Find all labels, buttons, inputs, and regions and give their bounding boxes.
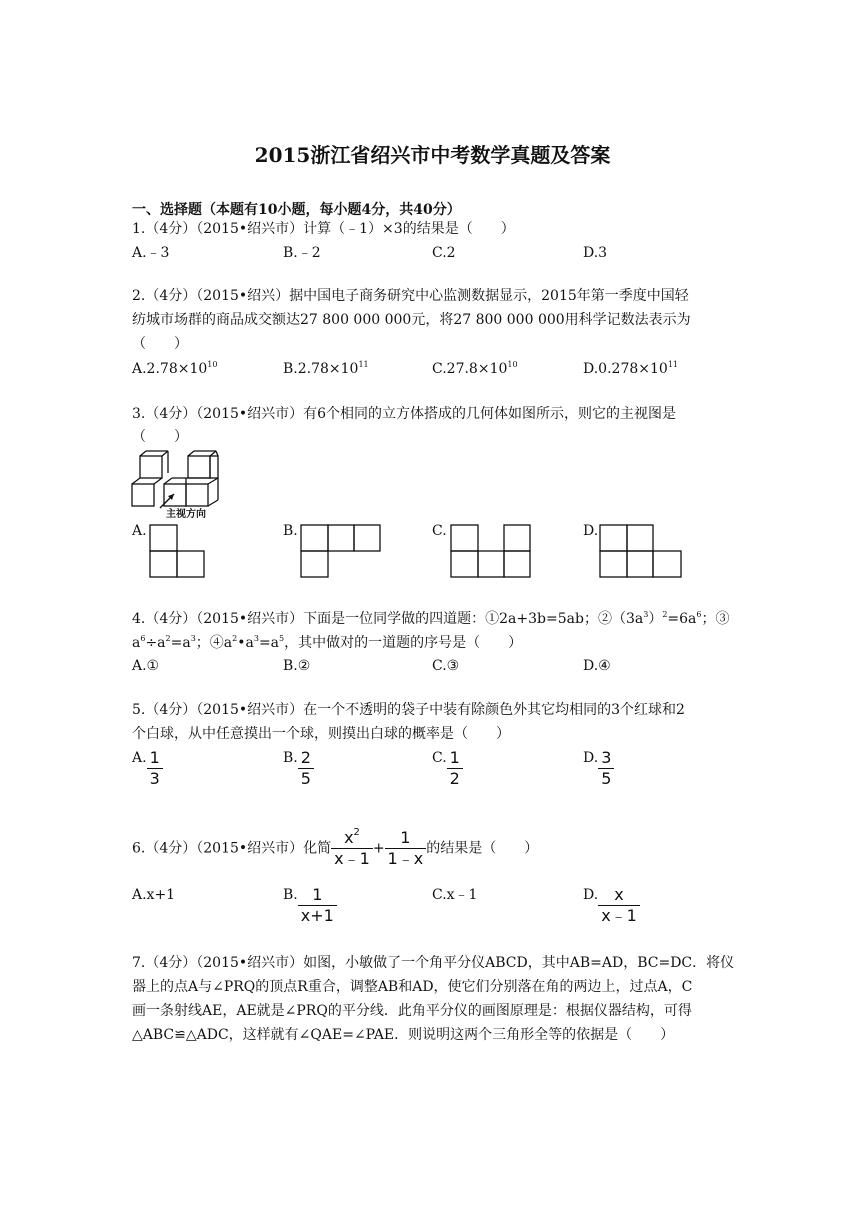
q6-option-d: D. $\frac{x}{x﹣1}$ bbox=[583, 885, 640, 926]
q2-option-a: $A.2.78\times 10^{10}$ bbox=[132, 360, 218, 377]
q1-option-d: D.3 bbox=[583, 245, 608, 261]
q4-option-c: C.③ bbox=[432, 658, 460, 674]
q2-line-3: （ ） bbox=[132, 336, 188, 352]
q1-option-b: B.﹣2 bbox=[283, 245, 321, 261]
q5-option-c: C. $\frac{1}{2}$ bbox=[432, 748, 463, 789]
q3-option-a-figure bbox=[148, 523, 206, 579]
q3-view-direction-label: 主视方向 bbox=[166, 509, 206, 520]
q7-line-1: 7.（4分）（2015•绍兴市）如图，小敏做了一个角平分仪ABCD，其中AB=AD，BC=DC．将仪 bbox=[132, 955, 735, 971]
q2-option-d: $D.0.278\times 10^{11}$ bbox=[583, 360, 678, 377]
q3-line-1: 3.（4分）（2015•绍兴市）有6个相同的立方体搭成的几何体如图所示，则它的主视图是 bbox=[132, 406, 677, 422]
q6-option-c: C.x﹣1 bbox=[432, 887, 478, 903]
q6-option-a: A.x+1 bbox=[132, 887, 176, 903]
q3-option-b-figure bbox=[299, 523, 383, 579]
q4-line-2: $a^6\div a^2=a^3$；$④a^2•a^3=a^5$，其中做对的一道题的序号是（ ） bbox=[132, 634, 523, 651]
q5-line-1: 5.（4分）（2015•绍兴市）在一个不透明的袋子中装有除颜色外其它均相同的3个红球和2 bbox=[132, 702, 685, 718]
q5-option-d: D. $\frac{3}{5}$ bbox=[583, 748, 614, 789]
q2-option-c: $C.27.8\times 10^{10}$ bbox=[432, 360, 518, 377]
q5-option-b: B. $\frac{2}{5}$ bbox=[283, 748, 314, 789]
q1-option-c: C.2 bbox=[432, 245, 456, 261]
q6-fraction-2: $\frac{1}{1﹣x}$ bbox=[385, 828, 427, 869]
q7-line-2: 器上的点A与∠PRQ的顶点R重合，调整AB和AD，使它们分别落在角的两边上，过点A，C bbox=[132, 979, 693, 995]
q3-solid-figure bbox=[126, 448, 226, 520]
q5-option-a: A. $\frac{1}{3}$ bbox=[132, 748, 163, 789]
q2-line-2: 纺城市场群的商品成交额达27 800 000 000元，将27 800 000 000用科学记数法表示为 bbox=[132, 312, 691, 328]
q2-option-b: $B.2.78\times 10^{11}$ bbox=[283, 360, 369, 377]
q1-option-a: A.﹣3 bbox=[132, 245, 170, 261]
q3-option-a-label: A. bbox=[132, 523, 147, 539]
q6-fraction-1: $\frac{x^2}{x﹣1}$ bbox=[331, 828, 373, 869]
q3-option-d-figure bbox=[598, 523, 684, 579]
q3-option-c-label: C. bbox=[432, 523, 447, 539]
q3-option-c-figure bbox=[449, 523, 533, 579]
q4-option-a: A.① bbox=[132, 658, 160, 674]
section-heading-choice: 一、选择题（本题有10小题，每小题4分，共40分） bbox=[132, 202, 461, 218]
q4-option-d: D.④ bbox=[583, 658, 611, 674]
q3-line-2: （ ） bbox=[132, 429, 188, 445]
q3-option-b-label: B. bbox=[283, 523, 298, 539]
q6-stem: 6.（4分）（2015•绍兴市）化简 $\frac{x^2}{x﹣1}$ + $\frac{1}{1﹣x}$ 的结果是（ ） bbox=[132, 827, 539, 868]
q7-line-3: 画一条射线AE，AE就是∠PRQ的平分线．此角平分仪的画图原理是：根据仪器结构，可得 bbox=[132, 1003, 692, 1019]
q4-line-1: 4.（4分）（2015•绍兴市）下面是一位同学做的四道题：①2a+3b=5ab；$②(3a^3)^2=6a^6$；③ bbox=[132, 610, 730, 627]
q1-stem: 1.（4分）（2015•绍兴市）计算（﹣1）×3的结果是（ ） bbox=[132, 221, 515, 237]
q6-option-b: B. $\frac{1}{x+1}$ bbox=[283, 885, 337, 926]
q2-line-1: 2.（4分）（2015•绍兴）据中国电子商务研究中心监测数据显示，2015年第一季度中国轻 bbox=[132, 288, 689, 304]
q5-line-2: 个白球，从中任意摸出一个球，则摸出白球的概率是（ ） bbox=[132, 726, 510, 742]
page-title: 2015浙江省绍兴市中考数学真题及答案 bbox=[254, 143, 611, 167]
q3-option-d-label: D. bbox=[583, 523, 599, 539]
q4-option-b: B.② bbox=[283, 658, 311, 674]
q7-line-4: △ABC≌△ADC，这样就有∠QAE=∠PAE．则说明这两个三角形全等的依据是（ ） bbox=[132, 1027, 675, 1043]
